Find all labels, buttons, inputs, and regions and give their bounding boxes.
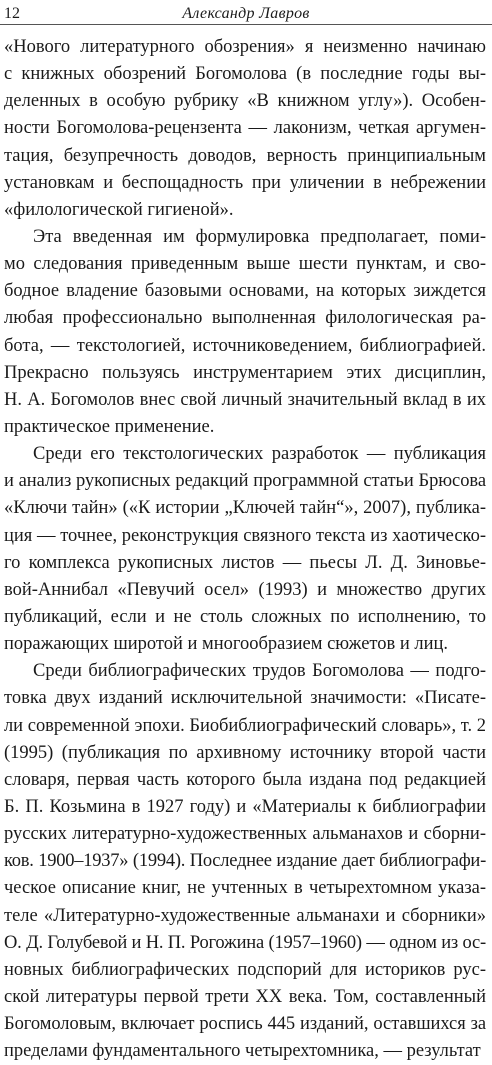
text-line: и анализ рукописных редакций программной статьи Брюсова (4, 471, 486, 492)
text-line: Эта введенная им формулировка предполагает, поми- (33, 226, 486, 247)
text-line: поражающих широтой и многообразием сюжетов и лиц. (4, 634, 449, 655)
text-line: тация, безупречность доводов, верность принципиальным (4, 145, 486, 166)
text-line: практическое применение. (4, 416, 215, 437)
paragraph (4, 224, 486, 441)
text-line: Н. А. Богомолов внес свой личный значительный вклад в их (4, 389, 486, 410)
text-line: товка двух изданий исключительной значимости: «Писате- (4, 688, 486, 709)
text-line: О. Д. Голубевой и Н. П. Рогожина (1957–1960) — одном из ос- (4, 932, 486, 953)
text-line: Прекрасно пользуясь инструментарием этих дисциплин, (4, 362, 486, 383)
page-number: 12 (4, 5, 20, 22)
text-line: словаря, первая часть которого была издана под редакцией (4, 769, 486, 790)
text-line: теле «Литературно-художественные альманахи и сборники» (4, 905, 486, 926)
text-line: мо следования приведенным выше шести пунктам, и сво- (4, 254, 486, 275)
text-line: «филологической гигиеной». (4, 199, 234, 220)
text-line: бодное владение базовыми основами, на которых зиждется (4, 281, 486, 302)
text-line: ской литературы первой трети XX века. Том, составленный (4, 986, 486, 1007)
running-header (0, 0, 492, 30)
running-title: Александр Лавров (182, 5, 310, 22)
text-line: Среди его текстологических разработок — публикация (33, 444, 486, 465)
text-line: Среди библиографических трудов Богомолова — подго- (33, 661, 486, 682)
text-line: с книжных обозрений Богомолова (в последние годы вы- (4, 64, 486, 85)
text-line: Богомоловым, включает роспись 445 изданий, оставшихся за (4, 1014, 486, 1035)
text-line: новных библиографических подспорий для историков рус- (4, 959, 486, 980)
paragraph (4, 658, 486, 1065)
body-text (4, 34, 486, 1065)
text-line: «Нового литературного обозрения» я неизменно начинаю (4, 37, 486, 57)
text-line: русских литературно-художественных альманахов и сборни- (4, 824, 486, 845)
text-line: ческое описание книг, не учтенных в четырехтомном указа- (4, 878, 486, 899)
text-line: установкам и беспощадность при уличении в небрежении (4, 172, 486, 193)
paragraph (4, 34, 486, 224)
text-line: деленных в особую рубрику «В книжном углу»). Особен- (4, 91, 486, 112)
text-line: ности Богомолова-рецензента — лаконизм, четкая аргумен- (4, 118, 486, 139)
paragraph (4, 441, 486, 658)
text-line: бота, — текстологией, источниковедением, библиографией. (4, 335, 486, 356)
text-line: ли современной эпохи. Биобиблиографический словарь», т. 2 (4, 715, 486, 736)
text-line: «Ключи тайн» («К истории „Ключей тайн“», 2007), публика- (4, 498, 486, 519)
text-line: вой-Аннибал «Певучий осел» (1993) и множество других (4, 579, 486, 600)
text-line: ция — точнее, реконструкция связного текста из хаотическо- (4, 525, 486, 546)
text-line: го комплекса рукописных листов — пьесы Л. Д. Зиновье- (4, 552, 486, 573)
text-line: публикаций, если и не столь сложных по исполнению, то (4, 606, 486, 627)
text-line: любая профессионально выполненная филологическая ра- (4, 308, 486, 329)
text-line: (1995) (публикация по архивному источнику второй части (4, 742, 486, 763)
text-line: пределами фундаментального четырехтомника, — результат (4, 1041, 481, 1062)
text-line: Б. П. Козьмина в 1927 году) и «Материалы к библиографии (4, 796, 486, 817)
text-line: ков. 1900–1937» (1994). Последнее издание дает библиографи- (4, 851, 486, 872)
header-rule (0, 24, 492, 25)
